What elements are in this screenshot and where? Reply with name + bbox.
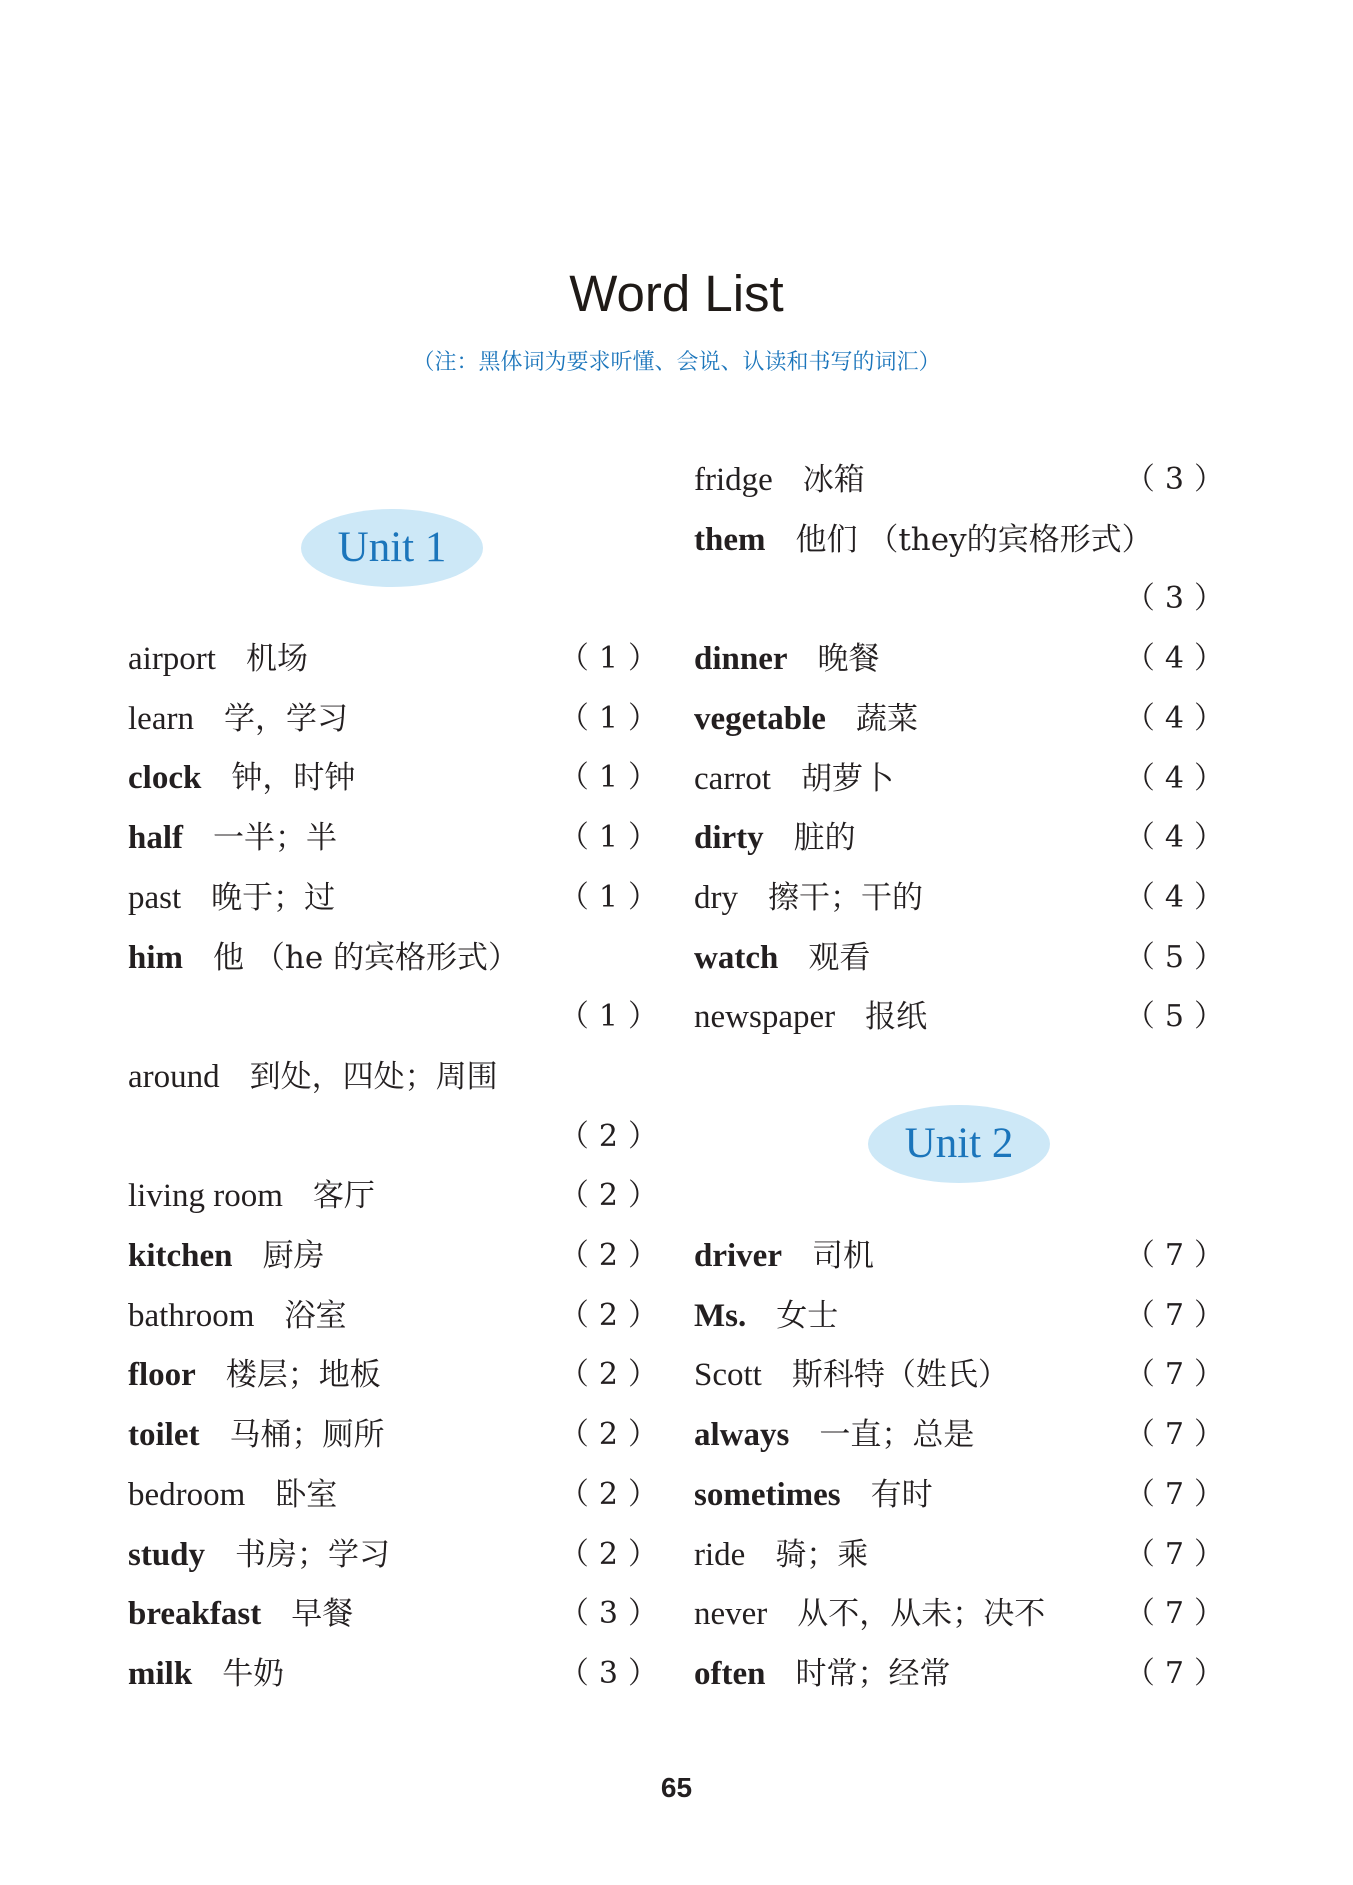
entry-unit-page: （7） (1124, 1476, 1234, 1512)
entry-meaning: 蔬菜 (855, 700, 918, 737)
word-entry (694, 1530, 1234, 1580)
entry-unit-page: （1） (558, 700, 668, 736)
entry-unit-page: （1） (558, 760, 668, 796)
entry-meaning: 钟，时钟 (231, 760, 356, 797)
entry-word: vegetable (694, 700, 826, 737)
entry-unit-page: （3） (558, 1596, 668, 1632)
word-entry (694, 1231, 1234, 1281)
entry-meaning: 斯科特（姓氏） (791, 1357, 1009, 1394)
entry-meaning: 卧室 (275, 1476, 338, 1513)
entry-word: clock (128, 760, 202, 797)
entry-word: breakfast (128, 1596, 262, 1633)
entry-meaning: 牛奶 (222, 1655, 285, 1692)
entry-meaning: 一半；半 (213, 820, 338, 857)
entry-unit-page: （2） (558, 1238, 668, 1273)
entry-unit-page: （2） (558, 1178, 668, 1214)
word-entry (128, 1052, 668, 1102)
word-entry (128, 1171, 668, 1221)
entry-unit-page: （2） (558, 1297, 668, 1333)
entry-word: half (128, 820, 184, 857)
word-entry (694, 694, 1234, 744)
entry-unit-page: （3） (1124, 581, 1234, 617)
entry-word: past (128, 879, 182, 916)
page-title: Word List (569, 265, 784, 322)
entry-word: study (128, 1536, 206, 1573)
entry-unit-page: （7） (1124, 1655, 1234, 1691)
word-entry (694, 515, 1234, 565)
entry-meaning: 晚于；过 (211, 879, 336, 916)
entry-word: watch (694, 939, 779, 976)
entry-meaning: 早餐 (291, 1596, 354, 1633)
word-entry (128, 813, 668, 863)
entry-unit-page: （4） (1124, 641, 1234, 677)
entry-word: bathroom (128, 1297, 255, 1334)
entry-meaning: 客厅 (312, 1178, 375, 1215)
word-entry (128, 1231, 668, 1281)
entry-meaning: 胡萝卜 (800, 760, 894, 797)
word-entry (128, 1112, 668, 1162)
entry-meaning: 机场 (245, 641, 308, 677)
entry-meaning: 有时 (870, 1476, 933, 1513)
entry-meaning: 他们 （they的宾格形式） (795, 521, 1153, 558)
entry-word: newspaper (694, 999, 836, 1036)
word-entry (128, 694, 668, 744)
entry-meaning: 女士 (776, 1297, 839, 1334)
entry-meaning: 一直；总是 (819, 1417, 975, 1454)
entry-word: floor (128, 1357, 196, 1394)
word-entry (694, 634, 1234, 684)
entry-unit-page: （5） (1124, 999, 1234, 1035)
entry-word: driver (694, 1238, 782, 1274)
word-entry (694, 1350, 1234, 1400)
word-entry (694, 1470, 1234, 1520)
word-entry (128, 634, 668, 684)
entry-word: always (694, 1417, 790, 1454)
entry-unit-page: （7） (1124, 1536, 1234, 1572)
entry-meaning: 书房；学习 (235, 1536, 391, 1573)
entry-unit-page: （1） (558, 820, 668, 856)
unit-2-badge: Unit 2 (868, 1105, 1050, 1183)
word-entry (694, 455, 1234, 505)
entry-word: dirty (694, 820, 764, 857)
entry-word: toilet (128, 1417, 200, 1454)
word-entry (128, 1350, 668, 1400)
entry-unit-page: （4） (1124, 700, 1234, 736)
entry-unit-page: （1） (558, 879, 668, 915)
entry-word: them (694, 521, 766, 558)
entry-unit-page: （7） (1124, 1238, 1234, 1273)
entry-meaning: 马桶；厕所 (229, 1417, 385, 1454)
word-entry (694, 813, 1234, 863)
entry-unit-page: （7） (1124, 1596, 1234, 1632)
word-entry (128, 1291, 668, 1341)
entry-word: milk (128, 1655, 193, 1692)
entry-meaning: 司机 (811, 1238, 874, 1274)
word-entry (128, 992, 668, 1042)
entry-meaning: 浴室 (284, 1297, 347, 1334)
word-entry (694, 1649, 1234, 1699)
word-entry (128, 1530, 668, 1580)
entry-unit-page: （1） (558, 641, 668, 676)
entry-word: kitchen (128, 1238, 233, 1274)
entry-word: Scott (694, 1357, 762, 1394)
word-entry (694, 933, 1234, 983)
entry-word: often (694, 1655, 766, 1692)
entry-unit-page: （4） (1124, 760, 1234, 796)
entry-word: carrot (694, 760, 771, 797)
entry-meaning: 到处，四处；周围 (249, 1058, 498, 1095)
entry-unit-page: （7） (1124, 1297, 1234, 1333)
entry-unit-page: （2） (558, 1118, 668, 1154)
entry-unit-page: （3） (558, 1655, 668, 1691)
entry-word: bedroom (128, 1476, 246, 1513)
page-number: 65 (660, 1772, 693, 1803)
entry-meaning: 厨房 (262, 1238, 325, 1274)
entry-meaning: 他 （he 的宾格形式） (213, 939, 520, 976)
entry-unit-page: （2） (558, 1536, 668, 1572)
entry-meaning: 晚餐 (817, 641, 880, 678)
entry-unit-page: （7） (1124, 1417, 1234, 1453)
entry-meaning: 学，学习 (223, 700, 348, 737)
word-entry (694, 1410, 1234, 1460)
word-entry (128, 873, 668, 923)
entry-unit-page: （4） (1124, 820, 1234, 856)
entry-word: dry (694, 879, 738, 916)
entry-word: him (128, 939, 184, 976)
entry-unit-page: （1） (558, 999, 668, 1035)
entry-meaning: 冰箱 (802, 462, 865, 498)
word-entry (694, 992, 1234, 1042)
word-entry (128, 1589, 668, 1639)
word-entry (128, 753, 668, 803)
entry-word: Ms. (694, 1297, 747, 1334)
word-entry (694, 873, 1234, 923)
word-entry (694, 574, 1234, 624)
entry-word: learn (128, 700, 194, 737)
entry-unit-page: （4） (1124, 879, 1234, 915)
word-entry (128, 1410, 668, 1460)
entry-meaning: 脏的 (793, 820, 856, 857)
entry-unit-page: （5） (1124, 939, 1234, 975)
entry-meaning: 时常；经常 (795, 1655, 951, 1692)
entry-unit-page: （2） (558, 1476, 668, 1512)
entry-unit-page: （2） (558, 1357, 668, 1393)
entry-word: ride (694, 1536, 746, 1573)
entry-meaning: 楼层；地板 (225, 1357, 381, 1394)
word-entry (694, 1589, 1234, 1639)
entry-meaning: 报纸 (865, 999, 928, 1036)
entry-word: dinner (694, 641, 788, 678)
entry-word: sometimes (694, 1476, 841, 1513)
entry-word: never (694, 1596, 768, 1633)
word-entry (694, 754, 1234, 804)
word-entry (128, 933, 668, 983)
entry-unit-page: （7） (1124, 1357, 1234, 1393)
word-entry (128, 1470, 668, 1520)
entry-meaning: 骑；乘 (775, 1536, 869, 1573)
entry-meaning: 擦干；干的 (768, 879, 923, 916)
entry-word: living room (128, 1178, 283, 1215)
entry-unit-page: （3） (1124, 462, 1234, 497)
unit-1-badge: Unit 1 (301, 509, 483, 587)
entry-meaning: 从不，从未；决不 (797, 1596, 1046, 1633)
entry-word: around (128, 1058, 220, 1095)
entry-word: fridge (694, 462, 773, 498)
entry-word: airport (128, 641, 216, 677)
vocabulary-note: （注：黑体词为要求听懂、会说、认读和书写的词汇） (412, 350, 941, 375)
entry-meaning: 观看 (808, 939, 871, 976)
word-entry (128, 1649, 668, 1699)
word-entry (694, 1291, 1234, 1341)
entry-unit-page: （2） (558, 1417, 668, 1453)
